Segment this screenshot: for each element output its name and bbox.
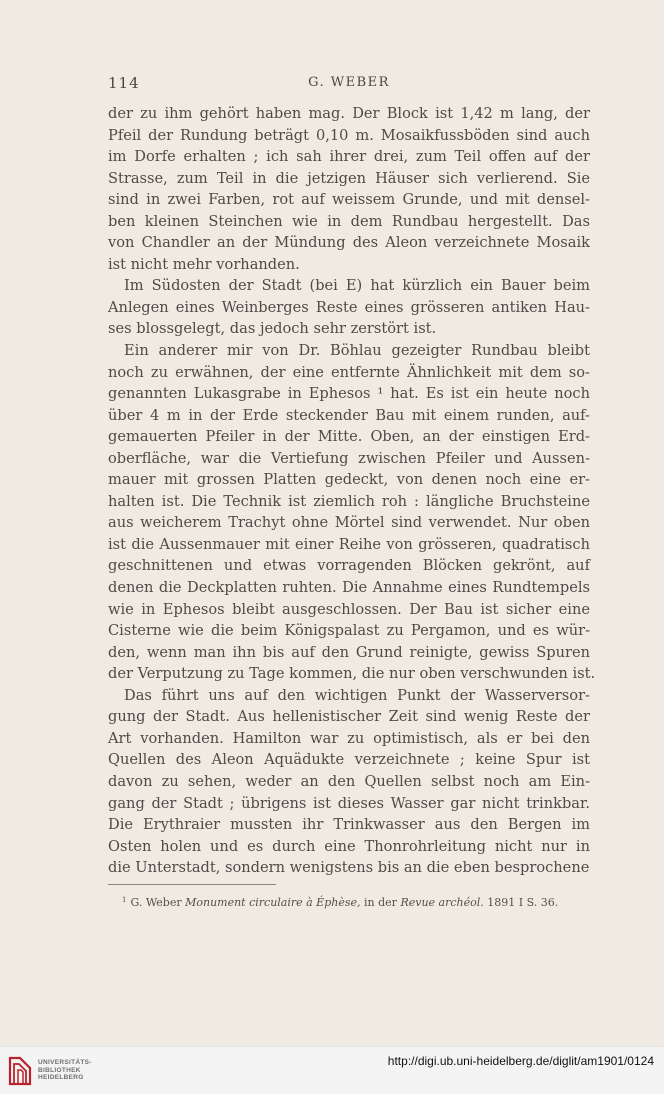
text-line: ses blossgelegt, das jedoch sehr zerstört ist.: [108, 320, 437, 338]
text-line: denen die Deckplatten ruhten. Die Annahme eines Rundtempels: [108, 579, 590, 597]
footnote-author: G. Weber: [130, 896, 182, 909]
footer-bar: [0, 1046, 664, 1094]
body-text: [108, 103, 596, 879]
text-line: Das führt uns auf den wichtigen Punkt der Wasserversor-: [124, 686, 590, 704]
footnote-title: Monument circulaire à Éphèse,: [185, 896, 361, 909]
text-line: Osten holen und es durch eine Thonrohrleitung nicht nur in: [108, 837, 590, 855]
library-name-line: BIBLIOTHEK: [38, 1066, 81, 1074]
text-line: oberfläche, war die Vertiefung zwischen Pfeiler und Aussen-: [108, 449, 590, 467]
footnote-rule: [108, 884, 276, 885]
text-line: noch zu erwähnen, der eine entfernte Ähnlichkeit mit dem so-: [108, 363, 590, 381]
footnote-in-der: in der: [364, 896, 397, 909]
text-line: im Dorfe erhalten ; ich sah ihrer drei, zum Teil offen auf der: [108, 148, 590, 166]
text-line: aus weicherem Trachyt ohne Mörtel sind verwendet. Nur oben: [108, 514, 590, 532]
text-line: halten ist. Die Technik ist ziemlich roh : längliche Bruchsteine: [108, 492, 590, 510]
text-line: die Unterstadt, sondern wenigstens bis an die eben besprochene: [108, 859, 590, 877]
text-line: den, wenn man ihn bis auf den Grund reinigte, gewiss Spuren: [108, 643, 590, 661]
text-line: sind in zwei Farben, rot auf weissem Grunde, und mit densel-: [108, 191, 590, 209]
footnote: [122, 896, 558, 909]
page-header: [108, 74, 590, 96]
citation-link[interactable]: http://digi.ub.uni-heidelberg.de/diglit/am1901/0124: [387, 1054, 654, 1068]
footnote-journal: Revue archéol.: [400, 896, 484, 909]
text-line: über 4 m in der Erde steckender Bau mit einem runden, auf-: [108, 406, 590, 424]
text-line: der zu ihm gehört haben mag. Der Block ist 1,42 m lang, der: [108, 105, 590, 122]
text-line: wie in Ephesos bleibt ausgeschlossen. Der Bau ist sicher eine: [108, 600, 590, 618]
text-line: der Verputzung zu Tage kommen, die nur oben verschwunden ist.: [108, 665, 596, 683]
running-head: G. WEBER: [308, 75, 390, 90]
text-line: ben kleinen Steinchen wie in dem Rundbau hergestellt. Das: [108, 212, 590, 230]
text-line: gung der Stadt. Aus hellenistischer Zeit sind wenig Reste der: [108, 708, 590, 726]
text-line: Quellen des Aleon Aquädukte verzeichnete ; keine Spur ist: [108, 751, 590, 769]
library-logo-icon[interactable]: [8, 1056, 32, 1086]
text-line: Im Südosten der Stadt (bei E) hat kürzlich ein Bauer beim: [124, 277, 590, 295]
text-line: von Chandler an der Mündung des Aleon verzeichnete Mosaik: [108, 234, 590, 252]
footnote-reference: 1891 I S. 36.: [487, 896, 559, 909]
library-name-line: UNIVERSITÄTS-: [38, 1059, 92, 1066]
text-line: gang der Stadt ; übrigens ist dieses Wasser gar nicht trinkbar.: [108, 794, 590, 812]
text-line: genannten Lukasgrabe in Ephesos ¹ hat. Es ist ein heute noch: [108, 385, 590, 403]
text-line: Die Erythraier mussten ihr Trinkwasser aus den Bergen im: [108, 816, 590, 834]
text-line: Pfeil der Rundung beträgt 0,10 m. Mosaikfussböden sind auch: [108, 126, 590, 144]
footnote-marker: 1: [122, 896, 127, 904]
text-line: ist die Aussenmauer mit einer Reihe von grösseren, quadratisch: [108, 535, 590, 553]
text-line: Art vorhanden. Hamilton war zu optimistisch, als er bei den: [108, 729, 590, 747]
text-line: Anlegen eines Weinberges Reste eines grösseren antiken Hau-: [108, 298, 590, 316]
library-name-line: HEIDELBERG: [38, 1074, 84, 1081]
text-line: Ein anderer mir von Dr. Böhlau gezeigter Rundbau bleibt: [124, 342, 590, 360]
text-line: gemauerten Pfeiler in der Mitte. Oben, an der einstigen Erd-: [108, 428, 590, 446]
library-name: [38, 1059, 118, 1082]
page-number: 114: [108, 74, 140, 92]
text-line: Strasse, zum Teil in die jetzigen Häuser sich verlierend. Sie: [108, 169, 590, 187]
text-line: geschnittenen und etwas vorragenden Blöcken gekrönt, auf: [108, 557, 590, 575]
text-line: mauer mit grossen Platten gedeckt, von denen noch eine er-: [108, 471, 590, 489]
text-line: ist nicht mehr vorhanden.: [108, 255, 300, 273]
text-line: Cisterne wie die beim Königspalast zu Pergamon, und es wür-: [108, 622, 590, 640]
text-line: davon zu sehen, weder an den Quellen selbst noch am Ein-: [108, 772, 590, 790]
